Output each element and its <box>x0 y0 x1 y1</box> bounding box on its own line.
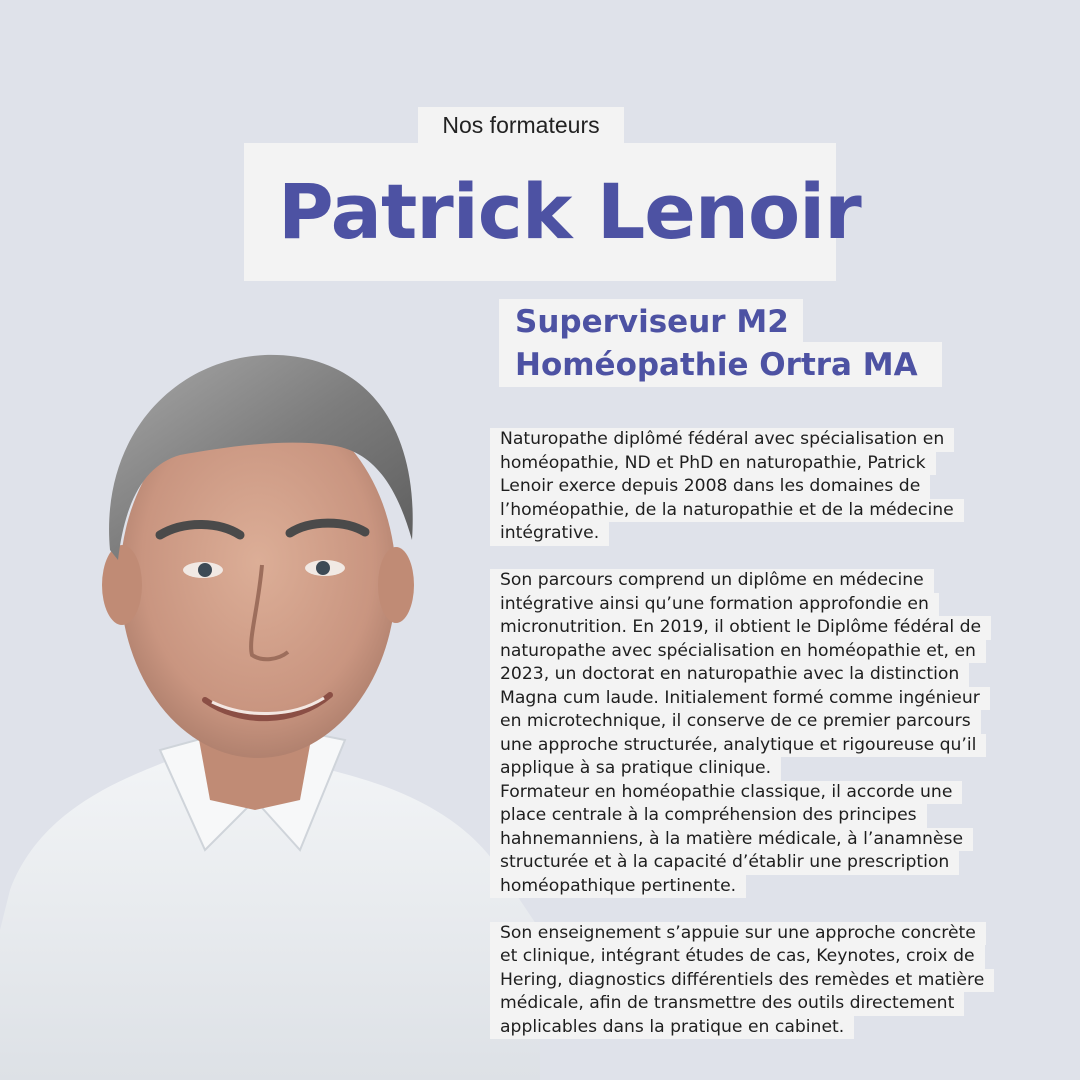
portrait-photo-icon <box>0 330 540 1080</box>
bio-line: Magna cum laude. Initialement formé comme ingénieur <box>490 687 990 711</box>
bio-paragraph-1 <box>490 428 1070 546</box>
bio-line: l’homéopathie, de la naturopathie et de la médecine <box>490 499 964 523</box>
bio-line: intégrative ainsi qu’une formation approfondie en <box>490 593 939 617</box>
bio-line: une approche structurée, analytique et rigoureuse qu’il <box>490 734 986 758</box>
role-line-2: Homéopathie Ortra MA <box>499 342 942 387</box>
bio-line: naturopathe avec spécialisation en homéopathie et, en <box>490 640 986 664</box>
bio-line: applique à sa pratique clinique. <box>490 757 781 781</box>
role-line-1: Superviseur M2 <box>499 299 803 344</box>
trainer-name: Patrick Lenoir <box>278 167 861 256</box>
bio-line: intégrative. <box>490 522 609 546</box>
bio-line: médicale, afin de transmettre des outils directement <box>490 992 964 1016</box>
bio-line: homéopathique pertinente. <box>490 875 746 899</box>
bio-line: structurée et à la capacité d’établir une prescription <box>490 851 959 875</box>
bio-line: applicables dans la pratique en cabinet. <box>490 1016 854 1040</box>
bio-paragraph-2 <box>490 569 1070 781</box>
bio-line: Son parcours comprend un diplôme en médecine <box>490 569 934 593</box>
bio-line: Hering, diagnostics différentiels des remèdes et matière <box>490 969 994 993</box>
title-box <box>244 143 861 281</box>
section-label: Nos formateurs <box>418 107 624 143</box>
bio-line: Son enseignement s’appuie sur une approche concrète <box>490 922 986 946</box>
bio-line: en microtechnique, il conserve de ce premier parcours <box>490 710 981 734</box>
bio-line: micronutrition. En 2019, il obtient le Diplôme fédéral de <box>490 616 991 640</box>
bio-line: Lenoir exerce depuis 2008 dans les domaines de <box>490 475 930 499</box>
bio-line: 2023, un doctorat en naturopathie avec la distinction <box>490 663 969 687</box>
bio-line: place centrale à la compréhension des principes <box>490 804 927 828</box>
bio-text <box>490 428 1070 1039</box>
bio-line: Formateur en homéopathie classique, il accorde une <box>490 781 962 805</box>
bio-paragraph-3 <box>490 781 1070 899</box>
bio-line: homéopathie, ND et PhD en naturopathie, Patrick <box>490 452 936 476</box>
bio-paragraph-4 <box>490 922 1070 1040</box>
bio-line: et clinique, intégrant études de cas, Keynotes, croix de <box>490 945 985 969</box>
bio-line: hahnemanniens, à la matière médicale, à l’anamnèse <box>490 828 973 852</box>
bio-line: Naturopathe diplômé fédéral avec spécialisation en <box>490 428 954 452</box>
role-title <box>499 299 942 387</box>
